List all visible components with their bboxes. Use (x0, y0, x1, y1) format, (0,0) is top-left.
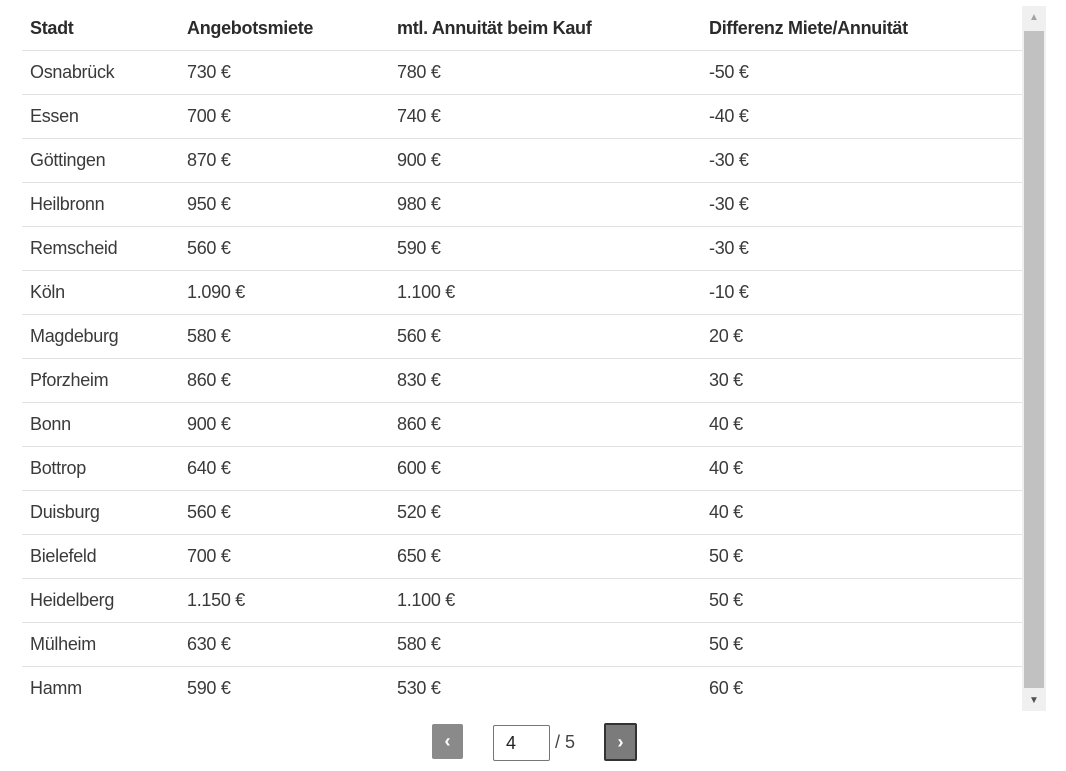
table-row (22, 447, 1022, 491)
cell-angebotsmiete: 1.150 € (179, 579, 389, 623)
table-row (22, 315, 1022, 359)
cell-differenz: 40 € (701, 491, 1022, 535)
table-row (22, 403, 1022, 447)
cell-stadt: Heilbronn (22, 183, 179, 227)
cell-differenz: 40 € (701, 447, 1022, 491)
city-rent-table (22, 6, 1022, 710)
table-row (22, 359, 1022, 403)
cell-annuitaet: 530 € (397, 678, 441, 698)
scrollbar-thumb[interactable] (1024, 31, 1044, 688)
cell-differenz: -30 € (701, 183, 1022, 227)
cell-annuitaet: 600 € (389, 447, 701, 491)
cell-differenz: 60 € (709, 678, 743, 698)
cell-differenz: 30 € (701, 359, 1022, 403)
cell-angebotsmiete: 560 € (179, 491, 389, 535)
table-row (22, 95, 1022, 139)
cell-annuitaet: 1.100 € (389, 579, 701, 623)
cell-differenz: -40 € (701, 95, 1022, 139)
table-header-row (22, 6, 1022, 51)
cell-annuitaet: 580 € (389, 623, 701, 667)
cell-differenz: 20 € (701, 315, 1022, 359)
table-row (22, 227, 1022, 271)
cell-stadt: Köln (22, 271, 179, 315)
cell-angebotsmiete: 580 € (179, 315, 389, 359)
cell-stadt: Heidelberg (22, 579, 179, 623)
cell-stadt: Osnabrück (22, 51, 179, 95)
cell-stadt: Remscheid (22, 227, 179, 271)
cell-differenz: 50 € (701, 623, 1022, 667)
cell-angebotsmiete: 640 € (179, 447, 389, 491)
cell-angebotsmiete: 1.090 € (179, 271, 389, 315)
cell-stadt: Pforzheim (22, 359, 179, 403)
data-table-container (22, 6, 1022, 711)
cell-differenz: -30 € (701, 227, 1022, 271)
cell-stadt: Bottrop (22, 447, 179, 491)
cell-differenz: -30 € (701, 139, 1022, 183)
table-row (22, 535, 1022, 579)
table-row (22, 51, 1022, 95)
chevron-right-icon: › (617, 731, 624, 752)
table-row (22, 491, 1022, 535)
vertical-scrollbar[interactable] (1022, 6, 1046, 711)
cell-differenz: 40 € (701, 403, 1022, 447)
pagination (0, 723, 1066, 761)
column-header-annuitaet[interactable]: mtl. Annuität beim Kauf (389, 6, 701, 51)
cell-annuitaet: 900 € (389, 139, 701, 183)
cell-angebotsmiete: 950 € (179, 183, 389, 227)
table-row (22, 183, 1022, 227)
cell-angebotsmiete: 700 € (179, 535, 389, 579)
cell-differenz: 50 € (701, 535, 1022, 579)
cell-angebotsmiete: 870 € (179, 139, 389, 183)
cell-angebotsmiete: 560 € (179, 227, 389, 271)
page-number-input[interactable] (493, 725, 550, 761)
cell-angebotsmiete: 630 € (179, 623, 389, 667)
table-row (22, 139, 1022, 183)
cell-differenz: -10 € (701, 271, 1022, 315)
cell-differenz: 50 € (701, 579, 1022, 623)
table-row (22, 667, 1022, 711)
cell-annuitaet: 650 € (389, 535, 701, 579)
page-total-label: / 5 (555, 732, 576, 752)
column-header-differenz[interactable]: Differenz Miete/Annuität (701, 6, 1022, 51)
cell-angebotsmiete: 900 € (179, 403, 389, 447)
cell-annuitaet: 980 € (389, 183, 701, 227)
cell-annuitaet: 740 € (389, 95, 701, 139)
cell-annuitaet: 590 € (389, 227, 701, 271)
cell-angebotsmiete: 590 € (187, 678, 231, 698)
cell-angebotsmiete: 730 € (179, 51, 389, 95)
scroll-down-arrow-icon[interactable]: ▼ (1029, 694, 1039, 706)
cell-differenz: -50 € (701, 51, 1022, 95)
table-row (22, 579, 1022, 623)
cell-stadt: Bonn (22, 403, 179, 447)
cell-annuitaet: 560 € (389, 315, 701, 359)
column-header-angebotsmiete[interactable]: Angebotsmiete (179, 6, 389, 51)
cell-angebotsmiete: 860 € (179, 359, 389, 403)
cell-stadt: Hamm (30, 678, 82, 698)
cell-annuitaet: 1.100 € (389, 271, 701, 315)
cell-annuitaet: 830 € (389, 359, 701, 403)
cell-annuitaet: 520 € (389, 491, 701, 535)
cell-annuitaet: 860 € (389, 403, 701, 447)
cell-stadt: Essen (22, 95, 179, 139)
table-row (22, 271, 1022, 315)
cell-stadt: Magdeburg (22, 315, 179, 359)
cell-stadt: Bielefeld (22, 535, 179, 579)
column-header-stadt[interactable]: Stadt (22, 6, 179, 51)
previous-page-button[interactable] (432, 724, 463, 759)
cell-stadt: Göttingen (22, 139, 179, 183)
cell-angebotsmiete: 700 € (179, 95, 389, 139)
cell-stadt: Mülheim (22, 623, 179, 667)
scroll-up-arrow-icon[interactable]: ▲ (1029, 11, 1039, 23)
cell-stadt: Duisburg (22, 491, 179, 535)
table-row (22, 623, 1022, 667)
cell-annuitaet: 780 € (389, 51, 701, 95)
next-page-button[interactable] (604, 723, 637, 761)
chevron-left-icon: ‹ (444, 731, 451, 751)
